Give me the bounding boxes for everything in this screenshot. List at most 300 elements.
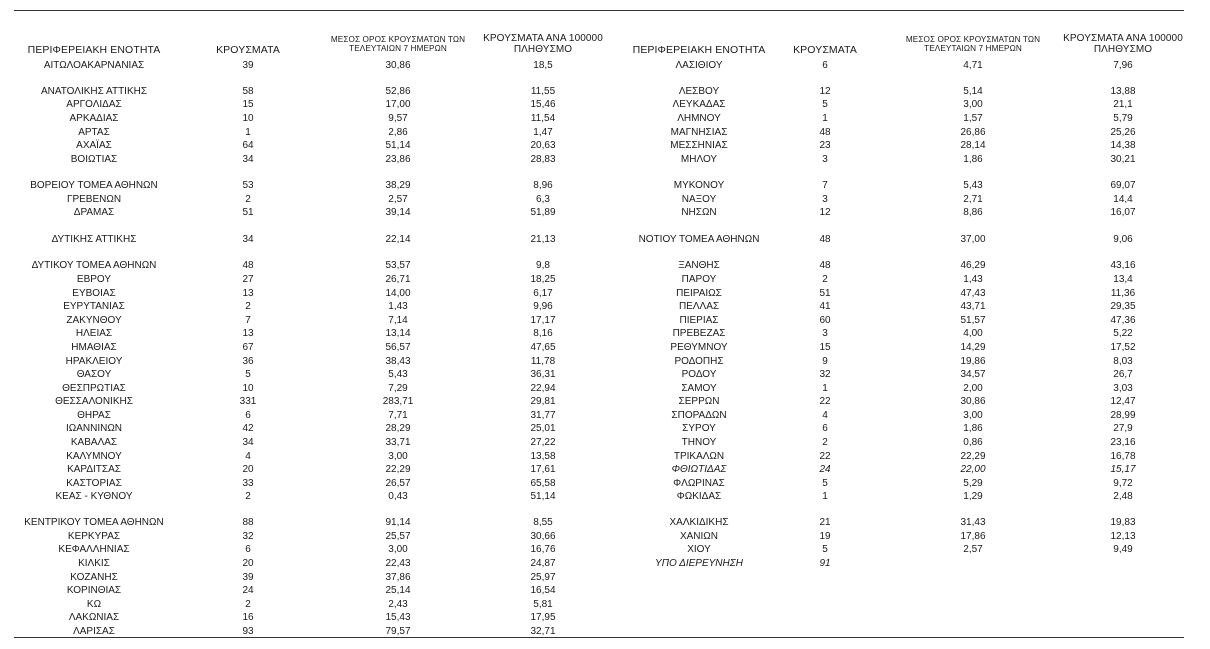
cell-region: ΝΟΤΙΟΥ ΤΟΜΕΑ ΑΘΗΝΩΝ — [638, 234, 760, 245]
cell-avg: 5,43 — [388, 369, 408, 380]
cell-per: 6,3 — [536, 194, 550, 205]
cell-cases: 6 — [822, 423, 828, 434]
cell-avg: 52,86 — [385, 86, 411, 97]
cell-cases: 3 — [822, 194, 828, 205]
table-row — [0, 179, 1210, 192]
header-per-line1: ΚΡΟΥΣΜΑΤΑ ΑΝΑ 100000 — [483, 33, 603, 44]
table-row — [0, 193, 1210, 206]
cell-per: 30,66 — [530, 531, 556, 542]
table-row — [0, 477, 1210, 490]
cell-region: ΡΕΘΥΜΝΟΥ — [670, 342, 728, 353]
cell-region: ΗΡΑΚΛΕΙΟΥ — [65, 356, 123, 367]
cell-avg: 4,00 — [963, 328, 983, 339]
cell-cases: 48 — [819, 127, 831, 138]
cell-region: ΘΑΣΟΥ — [76, 369, 112, 380]
cell-per: 1,47 — [533, 127, 553, 138]
cell-avg: 17,00 — [385, 99, 411, 110]
cell-per: 36,31 — [530, 369, 556, 380]
table-row — [0, 409, 1210, 422]
cell-avg: 34,57 — [960, 369, 986, 380]
cell-per: 15,17 — [1110, 464, 1136, 475]
cell-avg: 5,29 — [963, 478, 983, 489]
cell-per: 8,16 — [533, 328, 553, 339]
cell-avg: 3,00 — [963, 410, 983, 421]
cell-per: 17,17 — [530, 315, 556, 326]
cell-avg: 38,43 — [385, 356, 411, 367]
cell-region: ΦΘΙΩΤΙΔΑΣ — [671, 464, 727, 475]
table-row — [0, 463, 1210, 476]
cell-avg: 0,86 — [963, 437, 983, 448]
cell-per: 28,99 — [1110, 410, 1136, 421]
cell-avg: 39,14 — [385, 207, 411, 218]
cell-region: ΣΕΡΡΩΝ — [678, 396, 720, 407]
cell-avg: 22,43 — [385, 558, 411, 569]
cell-avg: 0,43 — [388, 491, 408, 502]
cell-per: 7,96 — [1113, 60, 1133, 71]
cell-avg: 51,14 — [385, 140, 411, 151]
table-row — [0, 153, 1210, 166]
cell-per: 18,5 — [533, 60, 553, 71]
cell-per: 47,36 — [1110, 315, 1136, 326]
cell-region: ΦΛΩΡΙΝΑΣ — [673, 478, 725, 489]
cell-per: 13,58 — [530, 451, 556, 462]
table-row — [0, 233, 1210, 246]
cell-avg: 2,57 — [963, 544, 983, 555]
cell-per: 25,01 — [530, 423, 556, 434]
cell-region: ΑΧΑΪΑΣ — [76, 140, 112, 151]
cell-avg: 2,43 — [388, 599, 408, 610]
header-avg-line1: ΜΕΣΟΣ ΟΡΟΣ ΚΡΟΥΣΜΑΤΩΝ ΤΩΝ — [330, 35, 466, 44]
cell-cases: 5 — [822, 478, 828, 489]
cell-avg: 79,57 — [385, 626, 411, 637]
table-row — [0, 395, 1210, 408]
cell-per: 22,94 — [530, 383, 556, 394]
cell-avg: 1,57 — [963, 113, 983, 124]
table-row — [0, 85, 1210, 98]
cell-cases: 39 — [242, 60, 254, 71]
table-row — [0, 126, 1210, 139]
cell-avg: 22,29 — [385, 464, 411, 475]
cell-avg: 91,14 — [385, 517, 411, 528]
cell-avg: 22,00 — [960, 464, 986, 475]
cell-cases: 93 — [242, 626, 254, 637]
cell-avg: 2,86 — [388, 127, 408, 138]
cell-per: 3,03 — [1113, 383, 1133, 394]
cell-cases: 1 — [822, 113, 828, 124]
header-per-line2: ΠΛΗΘΥΣΜΟ — [513, 43, 573, 55]
cell-cases: 48 — [819, 234, 831, 245]
cell-per: 21,1 — [1113, 99, 1133, 110]
cell-per: 14,4 — [1113, 194, 1133, 205]
table-row — [0, 59, 1210, 72]
table-row — [0, 287, 1210, 300]
cell-avg: 2,00 — [963, 383, 983, 394]
cell-region: ΑΡΤΑΣ — [78, 127, 110, 138]
cell-per: 16,54 — [530, 585, 556, 596]
cell-cases: 64 — [242, 140, 254, 151]
cell-per: 24,87 — [530, 558, 556, 569]
cell-region: ΑΙΤΩΛΟΑΚΑΡΝΑΝΙΑΣ — [43, 60, 145, 71]
cell-avg: 19,86 — [960, 356, 986, 367]
cell-cases: 2 — [822, 274, 828, 285]
cell-per: 11,78 — [530, 356, 556, 367]
cell-region: ΚΕΦΑΛΛΗΝΙΑΣ — [58, 544, 130, 555]
cell-cases: 42 — [242, 423, 254, 434]
table-row — [0, 557, 1210, 570]
cell-cases: 34 — [242, 154, 254, 165]
cell-region: ΔΡΑΜΑΣ — [73, 207, 115, 218]
cell-avg: 9,57 — [388, 113, 408, 124]
cell-per: 28,83 — [530, 154, 556, 165]
cell-cases: 7 — [822, 180, 828, 191]
cell-cases: 51 — [819, 288, 831, 299]
cell-cases: 6 — [822, 60, 828, 71]
cell-cases: 6 — [245, 410, 251, 421]
cell-cases: 1 — [822, 491, 828, 502]
cell-region: ΤΗΝΟΥ — [681, 437, 717, 448]
cell-per: 30,21 — [1110, 154, 1136, 165]
cell-cases: 12 — [819, 207, 831, 218]
cell-per: 9,72 — [1113, 478, 1133, 489]
cell-avg: 7,71 — [388, 410, 408, 421]
cell-per: 29,35 — [1110, 301, 1136, 312]
cell-cases: 21 — [819, 517, 831, 528]
cell-avg: 7,14 — [388, 315, 408, 326]
cell-avg: 25,14 — [385, 585, 411, 596]
cell-region: ΕΥΡΥΤΑΝΙΑΣ — [63, 301, 125, 312]
cell-per: 17,52 — [1110, 342, 1136, 353]
cell-cases: 13 — [242, 328, 254, 339]
cell-per: 16,07 — [1110, 207, 1136, 218]
cell-per: 21,13 — [530, 234, 556, 245]
cell-region: ΗΛΕΙΑΣ — [75, 328, 113, 339]
cell-cases: 1 — [245, 127, 251, 138]
cell-per: 16,76 — [530, 544, 556, 555]
cell-cases: 2 — [822, 437, 828, 448]
cell-per: 9,8 — [536, 260, 550, 271]
cell-region: ΚΑΛΥΜΝΟΥ — [66, 451, 122, 462]
cell-cases: 27 — [242, 274, 254, 285]
table-row — [0, 368, 1210, 381]
cell-region: ΘΕΣΠΡΩΤΙΑΣ — [62, 383, 126, 394]
cell-avg: 15,43 — [385, 612, 411, 623]
cell-per: 25,97 — [530, 572, 556, 583]
cell-per: 9,06 — [1113, 234, 1133, 245]
cell-per: 17,95 — [530, 612, 556, 623]
cell-region: ΒΟΡΕΙΟΥ ΤΟΜΕΑ ΑΘΗΝΩΝ — [30, 180, 158, 191]
cell-per: 8,03 — [1113, 356, 1133, 367]
cell-per: 11,55 — [530, 86, 556, 97]
header-region-right: ΠΕΡΙΦΕΡΕΙΑΚΗ ΕΝΟΤΗΤΑ — [632, 44, 766, 56]
cell-region: ΜΥΚΟΝΟΥ — [673, 180, 725, 191]
cell-per: 6,17 — [533, 288, 553, 299]
cell-per: 12,47 — [1110, 396, 1136, 407]
cell-per: 11,36 — [1110, 288, 1136, 299]
cell-cases: 19 — [819, 531, 831, 542]
cell-cases: 34 — [242, 234, 254, 245]
cell-avg: 1,29 — [963, 491, 983, 502]
cell-cases: 10 — [242, 113, 254, 124]
cell-avg: 47,43 — [960, 288, 986, 299]
cell-cases: 23 — [819, 140, 831, 151]
cell-cases: 1 — [822, 383, 828, 394]
cell-cases: 88 — [242, 517, 254, 528]
cell-cases: 24 — [242, 585, 254, 596]
cell-region: ΠΡΕΒΕΖΑΣ — [672, 328, 726, 339]
table-row — [0, 543, 1210, 556]
cell-region: ΘΗΡΑΣ — [77, 410, 111, 421]
table-row — [0, 436, 1210, 449]
cell-avg: 37,00 — [960, 234, 986, 245]
cell-avg: 2,71 — [963, 194, 983, 205]
cell-cases: 9 — [822, 356, 828, 367]
cell-per: 12,13 — [1110, 531, 1136, 542]
table-row — [0, 139, 1210, 152]
cell-cases: 4 — [245, 451, 251, 462]
table-row — [0, 382, 1210, 395]
cell-avg: 3,00 — [388, 451, 408, 462]
cell-avg: 38,29 — [385, 180, 411, 191]
cell-avg: 28,14 — [960, 140, 986, 151]
cell-region: ΠΕΙΡΑΙΩΣ — [676, 288, 722, 299]
cell-per: 15,46 — [530, 99, 556, 110]
header-avg-line2: ΤΕΛΕΥΤΑΙΩΝ 7 ΗΜΕΡΩΝ — [924, 43, 1022, 53]
cell-avg: 1,43 — [963, 274, 983, 285]
table-row — [0, 314, 1210, 327]
cell-cases: 3 — [822, 154, 828, 165]
cell-avg: 30,86 — [960, 396, 986, 407]
cell-cases: 7 — [245, 315, 251, 326]
table-row — [0, 341, 1210, 354]
table-row — [0, 516, 1210, 529]
cell-region: ΝΗΣΩΝ — [681, 207, 717, 218]
cell-cases: 32 — [819, 369, 831, 380]
table-row — [0, 355, 1210, 368]
cell-region: ΔΥΤΙΚΗΣ ΑΤΤΙΚΗΣ — [51, 234, 137, 245]
bottom-rule — [14, 637, 1184, 638]
cell-per: 51,14 — [530, 491, 556, 502]
cell-per: 47,65 — [530, 342, 556, 353]
cell-cases: 41 — [819, 301, 831, 312]
cell-per: 25,26 — [1110, 127, 1136, 138]
cell-avg: 22,14 — [385, 234, 411, 245]
cell-avg: 7,29 — [388, 383, 408, 394]
table-row — [0, 571, 1210, 584]
table-row — [0, 259, 1210, 272]
cell-cases: 33 — [242, 478, 254, 489]
cell-cases: 2 — [245, 599, 251, 610]
cell-region: ΚΙΛΚΙΣ — [78, 558, 110, 569]
cell-cases: 2 — [245, 301, 251, 312]
cell-region: ΞΑΝΘΗΣ — [678, 260, 720, 271]
cell-region: ΠΕΛΛΑΣ — [678, 301, 720, 312]
cell-per: 43,16 — [1110, 260, 1136, 271]
cell-region: ΣΑΜΟΥ — [681, 383, 717, 394]
cell-region: ΒΟΙΩΤΙΑΣ — [70, 154, 118, 165]
table-row — [0, 450, 1210, 463]
cell-avg: 31,43 — [960, 517, 986, 528]
cell-per: 20,63 — [530, 140, 556, 151]
cell-region: ΚΑΣΤΟΡΙΑΣ — [66, 478, 122, 489]
cell-cases: 2 — [245, 491, 251, 502]
table-row — [0, 98, 1210, 111]
cell-per: 31,77 — [530, 410, 556, 421]
cell-region: ΛΑΣΙΘΙΟΥ — [675, 60, 723, 71]
cell-avg: 283,71 — [382, 396, 414, 407]
cell-cases: 22 — [819, 451, 831, 462]
cell-avg: 23,86 — [385, 154, 411, 165]
header-per-line2: ΠΛΗΘΥΣΜΟ — [1093, 43, 1153, 55]
cell-avg: 26,57 — [385, 478, 411, 489]
cell-avg: 26,71 — [385, 274, 411, 285]
cell-avg: 37,86 — [385, 572, 411, 583]
cell-region: ΘΕΣΣΑΛΟΝΙΚΗΣ — [55, 396, 133, 407]
cell-cases: 12 — [819, 86, 831, 97]
cell-avg: 3,00 — [963, 99, 983, 110]
cell-region: ΧΑΛΚΙΔΙΚΗΣ — [669, 517, 729, 528]
table-row — [0, 206, 1210, 219]
cell-avg: 25,57 — [385, 531, 411, 542]
cell-per: 2,48 — [1113, 491, 1133, 502]
cell-per: 19,83 — [1110, 517, 1136, 528]
cell-per: 17,61 — [530, 464, 556, 475]
cell-cases: 331 — [239, 396, 257, 407]
cell-cases: 48 — [242, 260, 254, 271]
header-cases-right: ΚΡΟΥΣΜΑΤΑ — [793, 44, 857, 56]
cell-per: 14,38 — [1110, 140, 1136, 151]
cell-avg: 46,29 — [960, 260, 986, 271]
header-avg-line1: ΜΕΣΟΣ ΟΡΟΣ ΚΡΟΥΣΜΑΤΩΝ ΤΩΝ — [905, 35, 1041, 44]
cell-region: ΣΥΡΟΥ — [682, 423, 716, 434]
cell-avg: 8,86 — [963, 207, 983, 218]
cell-region: ΡΟΔΟΥ — [681, 369, 717, 380]
cell-region: ΚΟΖΑΝΗΣ — [70, 572, 118, 583]
cell-avg: 3,00 — [388, 544, 408, 555]
cell-avg: 28,29 — [385, 423, 411, 434]
table-row — [0, 611, 1210, 624]
cell-region: ΠΑΡΟΥ — [681, 274, 717, 285]
cell-region: ΝΑΞΟΥ — [681, 194, 717, 205]
cell-per: 27,9 — [1113, 423, 1133, 434]
header-avg-line2: ΤΕΛΕΥΤΑΙΩΝ 7 ΗΜΕΡΩΝ — [349, 43, 447, 53]
cell-cases: 53 — [242, 180, 254, 191]
cell-cases: 13 — [242, 288, 254, 299]
cell-region: ΚΑΡΔΙΤΣΑΣ — [67, 464, 121, 475]
cell-cases: 20 — [242, 464, 254, 475]
cell-cases: 34 — [242, 437, 254, 448]
cell-region: ΣΠΟΡΑΔΩΝ — [671, 410, 727, 421]
cell-per: 5,22 — [1113, 328, 1133, 339]
cell-cases: 48 — [819, 260, 831, 271]
cell-region: ΚΕΡΚΥΡΑΣ — [67, 531, 121, 542]
cell-region: ΜΕΣΣΗΝΙΑΣ — [670, 140, 728, 151]
cell-region: ΦΩΚΙΔΑΣ — [676, 491, 722, 502]
table-row — [0, 300, 1210, 313]
cell-avg: 1,86 — [963, 154, 983, 165]
cell-per: 5,81 — [533, 599, 553, 610]
table-row — [0, 112, 1210, 125]
cell-region: ΙΩΑΝΝΙΝΩΝ — [65, 423, 123, 434]
header-per-line1: ΚΡΟΥΣΜΑΤΑ ΑΝΑ 100000 — [1063, 33, 1183, 44]
cell-avg: 30,86 — [385, 60, 411, 71]
cell-cases: 10 — [242, 383, 254, 394]
cell-cases: 6 — [245, 544, 251, 555]
cell-cases: 16 — [242, 612, 254, 623]
cell-cases: 60 — [819, 315, 831, 326]
cell-avg: 1,86 — [963, 423, 983, 434]
cell-cases: 5 — [822, 99, 828, 110]
cell-region: ΔΥΤΙΚΟΥ ΤΟΜΕΑ ΑΘΗΝΩΝ — [31, 260, 157, 271]
cell-avg: 2,57 — [388, 194, 408, 205]
cell-region: ΚΕΑΣ - ΚΥΘΝΟΥ — [55, 491, 133, 502]
cell-region: ΗΜΑΘΙΑΣ — [71, 342, 117, 353]
table-row — [0, 598, 1210, 611]
table-row — [0, 327, 1210, 340]
cell-region: ΑΡΚΑΔΙΑΣ — [69, 113, 119, 124]
cell-region: ΛΑΡΙΣΑΣ — [73, 626, 115, 637]
cell-cases: 36 — [242, 356, 254, 367]
cell-cases: 32 — [242, 531, 254, 542]
table-row — [0, 273, 1210, 286]
cell-per: 26,7 — [1113, 369, 1133, 380]
cell-cases: 2 — [245, 194, 251, 205]
cell-region: ΚΩ — [86, 599, 102, 610]
cell-avg: 14,29 — [960, 342, 986, 353]
cell-per: 9,96 — [533, 301, 553, 312]
cell-avg: 56,57 — [385, 342, 411, 353]
cell-region: ΜΑΓΝΗΣΙΑΣ — [670, 127, 728, 138]
cell-avg: 43,71 — [960, 301, 986, 312]
cell-region: ΕΒΡΟΥ — [76, 274, 112, 285]
cell-cases: 5 — [822, 544, 828, 555]
cell-region: ΥΠΟ ΔΙΕΡΕΥΝΗΣΗ — [655, 558, 743, 569]
cell-cases: 67 — [242, 342, 254, 353]
cell-per: 13,4 — [1113, 274, 1133, 285]
table-row — [0, 490, 1210, 503]
cell-per: 8,55 — [533, 517, 553, 528]
cell-per: 11,54 — [530, 113, 556, 124]
cell-region: ΛΕΣΒΟΥ — [678, 86, 720, 97]
cell-region: ΡΟΔΟΠΗΣ — [674, 356, 724, 367]
table-row — [0, 530, 1210, 543]
header-region-left: ΠΕΡΙΦΕΡΕΙΑΚΗ ΕΝΟΤΗΤΑ — [27, 44, 161, 56]
cell-avg: 5,43 — [963, 180, 983, 191]
cell-avg: 13,14 — [385, 328, 411, 339]
cell-region: ΑΡΓΟΛΙΔΑΣ — [66, 99, 122, 110]
cell-per: 9,49 — [1113, 544, 1133, 555]
cell-avg: 17,86 — [960, 531, 986, 542]
cell-per: 29,81 — [530, 396, 556, 407]
cell-region: ΧΑΝΙΩΝ — [679, 531, 719, 542]
cell-per: 69,07 — [1110, 180, 1136, 191]
cell-cases: 3 — [822, 328, 828, 339]
cell-cases: 15 — [819, 342, 831, 353]
cell-per: 23,16 — [1110, 437, 1136, 448]
cell-region: ΠΙΕΡΙΑΣ — [679, 315, 719, 326]
cell-region: ΑΝΑΤΟΛΙΚΗΣ ΑΤΤΙΚΗΣ — [40, 86, 148, 97]
cell-cases: 4 — [822, 410, 828, 421]
cell-cases: 22 — [819, 396, 831, 407]
cell-avg: 51,57 — [960, 315, 986, 326]
cell-per: 65,58 — [530, 478, 556, 489]
cell-per: 18,25 — [530, 274, 556, 285]
cell-region: ΛΑΚΩΝΙΑΣ — [68, 612, 120, 623]
cell-avg: 14,00 — [385, 288, 411, 299]
cell-per: 16,78 — [1110, 451, 1136, 462]
cell-region: ΤΡΙΚΑΛΩΝ — [673, 451, 725, 462]
cell-region: ΓΡΕΒΕΝΩΝ — [66, 194, 122, 205]
cell-cases: 39 — [242, 572, 254, 583]
